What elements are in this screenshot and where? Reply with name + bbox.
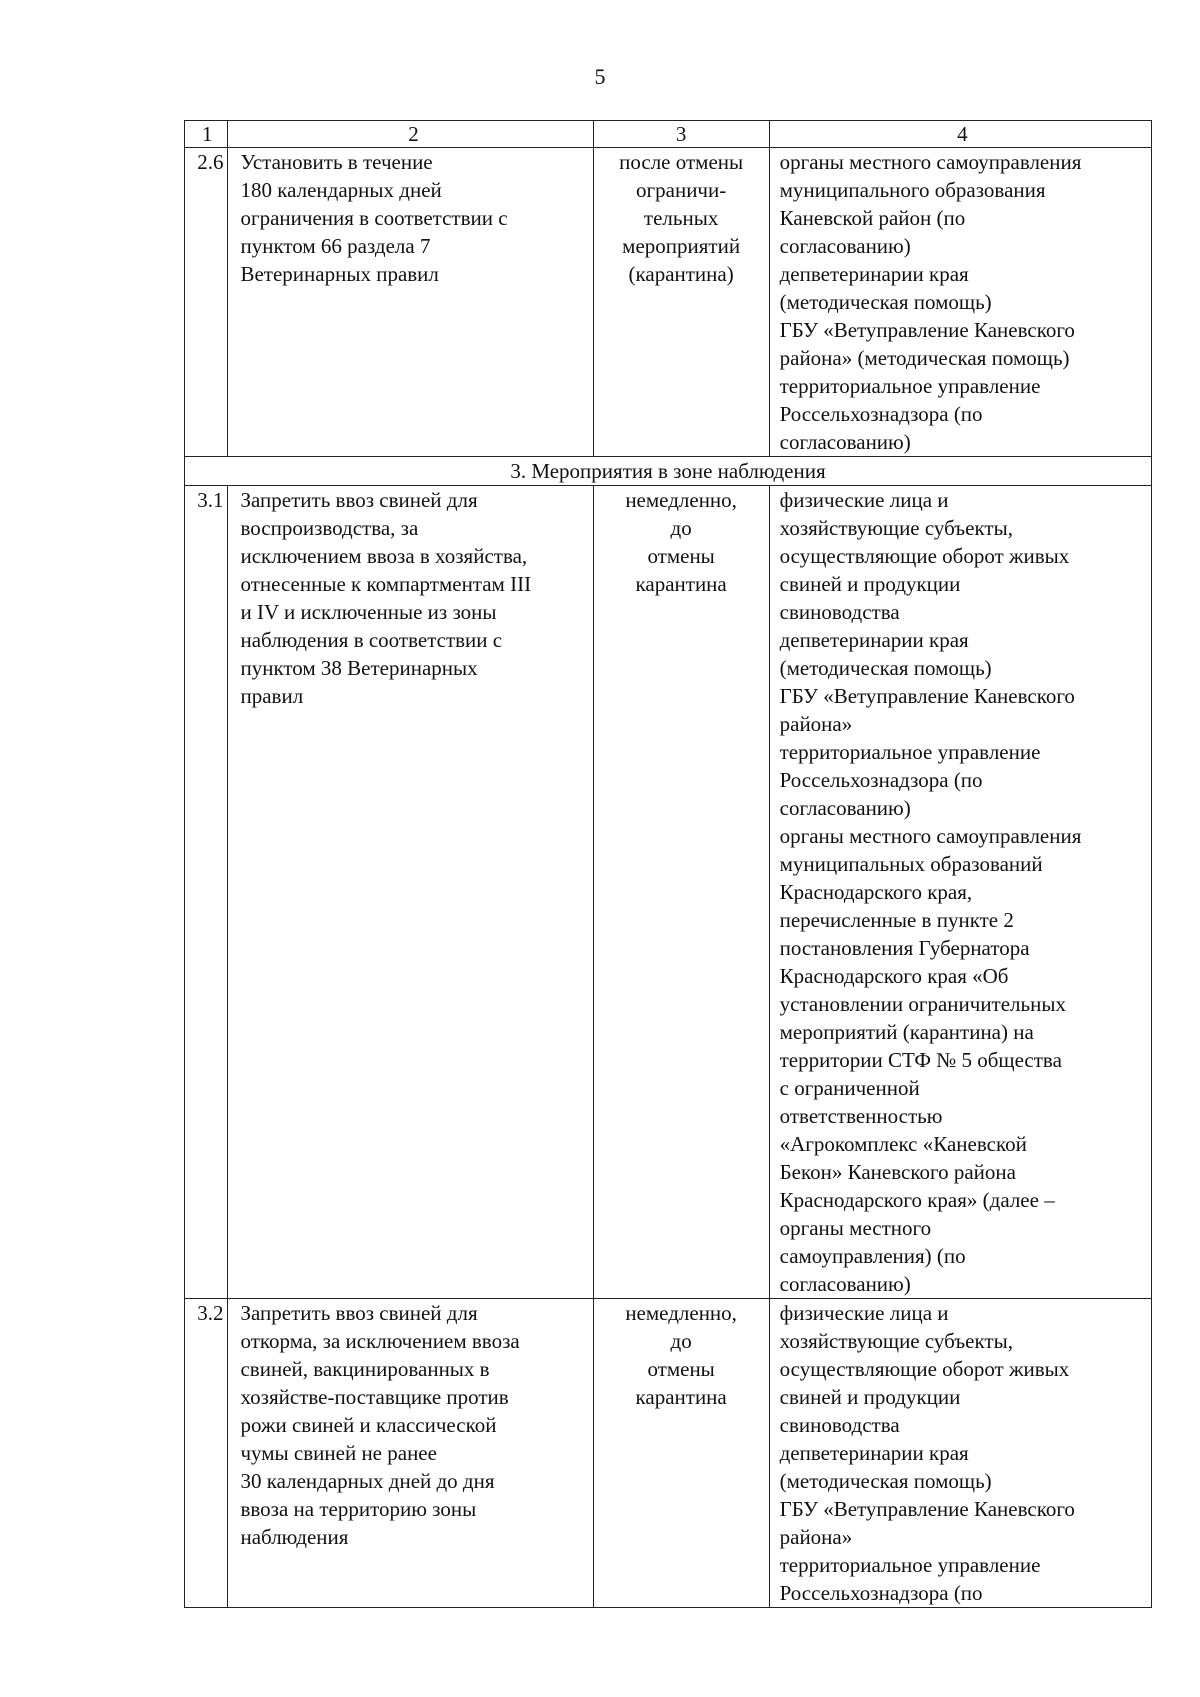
responsible-cell — [769, 486, 1151, 1299]
text-line: после отмены — [619, 150, 744, 174]
text-line: воспроизводства, за — [240, 516, 419, 540]
text-line: (методическая помощь) — [779, 290, 992, 314]
deadline-cell — [593, 148, 769, 457]
action-cell — [228, 148, 593, 457]
text-line: ГБУ «Ветуправление Каневского — [779, 318, 1075, 342]
text-line: депветеринарии края — [779, 262, 969, 286]
table-header-row — [185, 121, 1152, 148]
text-line: Краснодарского края «Об — [779, 964, 1009, 988]
text-line: муниципальных образований — [779, 852, 1043, 876]
text-line: хозяйствующие субъекты, — [779, 1329, 1013, 1353]
action-cell — [228, 486, 593, 1299]
text-line: Краснодарского края, — [779, 880, 973, 904]
text-line: территории СТФ № 5 общества — [779, 1048, 1062, 1072]
text-line: ГБУ «Ветуправление Каневского — [779, 1497, 1075, 1521]
table-row — [185, 486, 1152, 1299]
text-line: самоуправления) (по — [779, 1244, 966, 1268]
text-line: свиноводства — [779, 600, 900, 624]
text-line: физические лица и — [779, 1301, 949, 1325]
text-line: муниципального образования — [779, 178, 1046, 202]
text-line: откорма, за исключением ввоза — [240, 1329, 520, 1353]
text-line: территориальное управление — [779, 374, 1041, 398]
text-line: ограничения в соответствии с — [240, 206, 508, 230]
text-line: свиней, вакцинированных в — [240, 1357, 490, 1381]
text-line: немедленно, — [625, 1301, 737, 1325]
text-line: исключением ввоза в хозяйства, — [240, 544, 528, 568]
text-line: Каневской район (по — [779, 206, 966, 230]
text-line: до — [670, 516, 692, 540]
text-line: органы местного — [779, 1216, 932, 1240]
text-line: рожи свиней и классической — [240, 1413, 497, 1437]
text-line: (карантина) — [628, 262, 734, 286]
text-line: пунктом 38 Ветеринарных — [240, 656, 478, 680]
text-line: с ограниченной — [779, 1076, 920, 1100]
header-col-4: 4 — [769, 121, 1151, 148]
text-line: Краснодарского края» (далее – — [779, 1188, 1055, 1212]
text-line: Ветеринарных правил — [240, 262, 439, 286]
text-line: мероприятий (карантина) на — [779, 1020, 1034, 1044]
responsible-cell — [769, 148, 1151, 457]
text-line: карантина — [635, 1385, 727, 1409]
text-line: постановления Губернатора — [779, 936, 1030, 960]
text-line: правил — [240, 684, 304, 708]
text-line: пунктом 66 раздела 7 — [240, 234, 431, 258]
text-line: свиноводства — [779, 1413, 900, 1437]
section-row — [185, 457, 1152, 486]
action-cell — [228, 1299, 593, 1608]
text-line: мероприятий — [622, 234, 741, 258]
responsible-cell — [769, 1299, 1151, 1608]
text-line: отнесенные к компартментам III — [240, 572, 532, 596]
text-line: депветеринарии края — [779, 628, 969, 652]
text-line: наблюдения — [240, 1525, 349, 1549]
header-col-3: 3 — [593, 121, 769, 148]
text-line: физические лица и — [779, 488, 949, 512]
text-line: района» (методическая помощь) — [779, 346, 1070, 370]
text-line: Россельхознадзора (по — [779, 402, 983, 426]
section-title: 3. Мероприятия в зоне наблюдения — [185, 457, 1152, 486]
text-line: ограничи- — [636, 178, 727, 202]
text-line: наблюдения в соответствии с — [240, 628, 503, 652]
text-line: (методическая помощь) — [779, 1469, 992, 1493]
text-line: немедленно, — [625, 488, 737, 512]
text-line: перечисленные в пункте 2 — [779, 908, 1014, 932]
text-line: территориальное управление — [779, 740, 1041, 764]
table-row — [185, 1299, 1152, 1608]
text-line: ответственностью — [779, 1104, 943, 1128]
text-line: органы местного самоуправления — [779, 824, 1082, 848]
deadline-cell — [593, 1299, 769, 1608]
text-line: ввоза на территорию зоны — [240, 1497, 477, 1521]
text-line: свиней и продукции — [779, 1385, 961, 1409]
text-line: района» — [779, 1525, 853, 1549]
text-line: карантина — [635, 572, 727, 596]
row-number: 3.1 — [185, 486, 228, 1299]
header-col-2: 2 — [228, 121, 593, 148]
text-line: хозяйствующие субъекты, — [779, 516, 1013, 540]
text-line: хозяйстве-поставщике против — [240, 1385, 509, 1409]
text-line: Установить в течение — [240, 150, 433, 174]
text-line: Запретить ввоз свиней для — [240, 1301, 478, 1325]
text-line: органы местного самоуправления — [779, 150, 1082, 174]
text-line: депветеринарии края — [779, 1441, 969, 1465]
text-line: Запретить ввоз свиней для — [240, 488, 478, 512]
text-line: свиней и продукции — [779, 572, 961, 596]
table-row — [185, 148, 1152, 457]
text-line: (методическая помощь) — [779, 656, 992, 680]
text-line: Бекон» Каневского района — [779, 1160, 1016, 1184]
text-line: района» — [779, 712, 853, 736]
text-line: до — [670, 1329, 692, 1353]
page-number: 5 — [594, 64, 606, 89]
text-line: Россельхознадзора (по — [779, 1581, 983, 1605]
text-line: установлении ограничительных — [779, 992, 1066, 1016]
measures-table — [184, 120, 1152, 1608]
text-line: чумы свиней не ранее — [240, 1441, 437, 1465]
text-line: территориальное управление — [779, 1553, 1041, 1577]
text-line: отмены — [647, 1357, 715, 1381]
text-line: 180 календарных дней — [240, 178, 442, 202]
text-line: «Агрокомплекс «Каневской — [779, 1132, 1027, 1156]
text-line: согласованию) — [779, 1272, 911, 1296]
text-line: осуществляющие оборот живых — [779, 544, 1070, 568]
deadline-cell — [593, 486, 769, 1299]
text-line: Россельхознадзора (по — [779, 768, 983, 792]
text-line: согласованию) — [779, 234, 911, 258]
text-line: и IV и исключенные из зоны — [240, 600, 497, 624]
text-line: 30 календарных дней до дня — [240, 1469, 495, 1493]
text-line: согласованию) — [779, 430, 911, 454]
text-line: ГБУ «Ветуправление Каневского — [779, 684, 1075, 708]
row-number: 2.6 — [185, 148, 228, 457]
text-line: отмены — [647, 544, 715, 568]
text-line: осуществляющие оборот живых — [779, 1357, 1070, 1381]
header-col-1: 1 — [185, 121, 228, 148]
text-line: согласованию) — [779, 796, 911, 820]
text-line: тельных — [643, 206, 719, 230]
row-number: 3.2 — [185, 1299, 228, 1608]
